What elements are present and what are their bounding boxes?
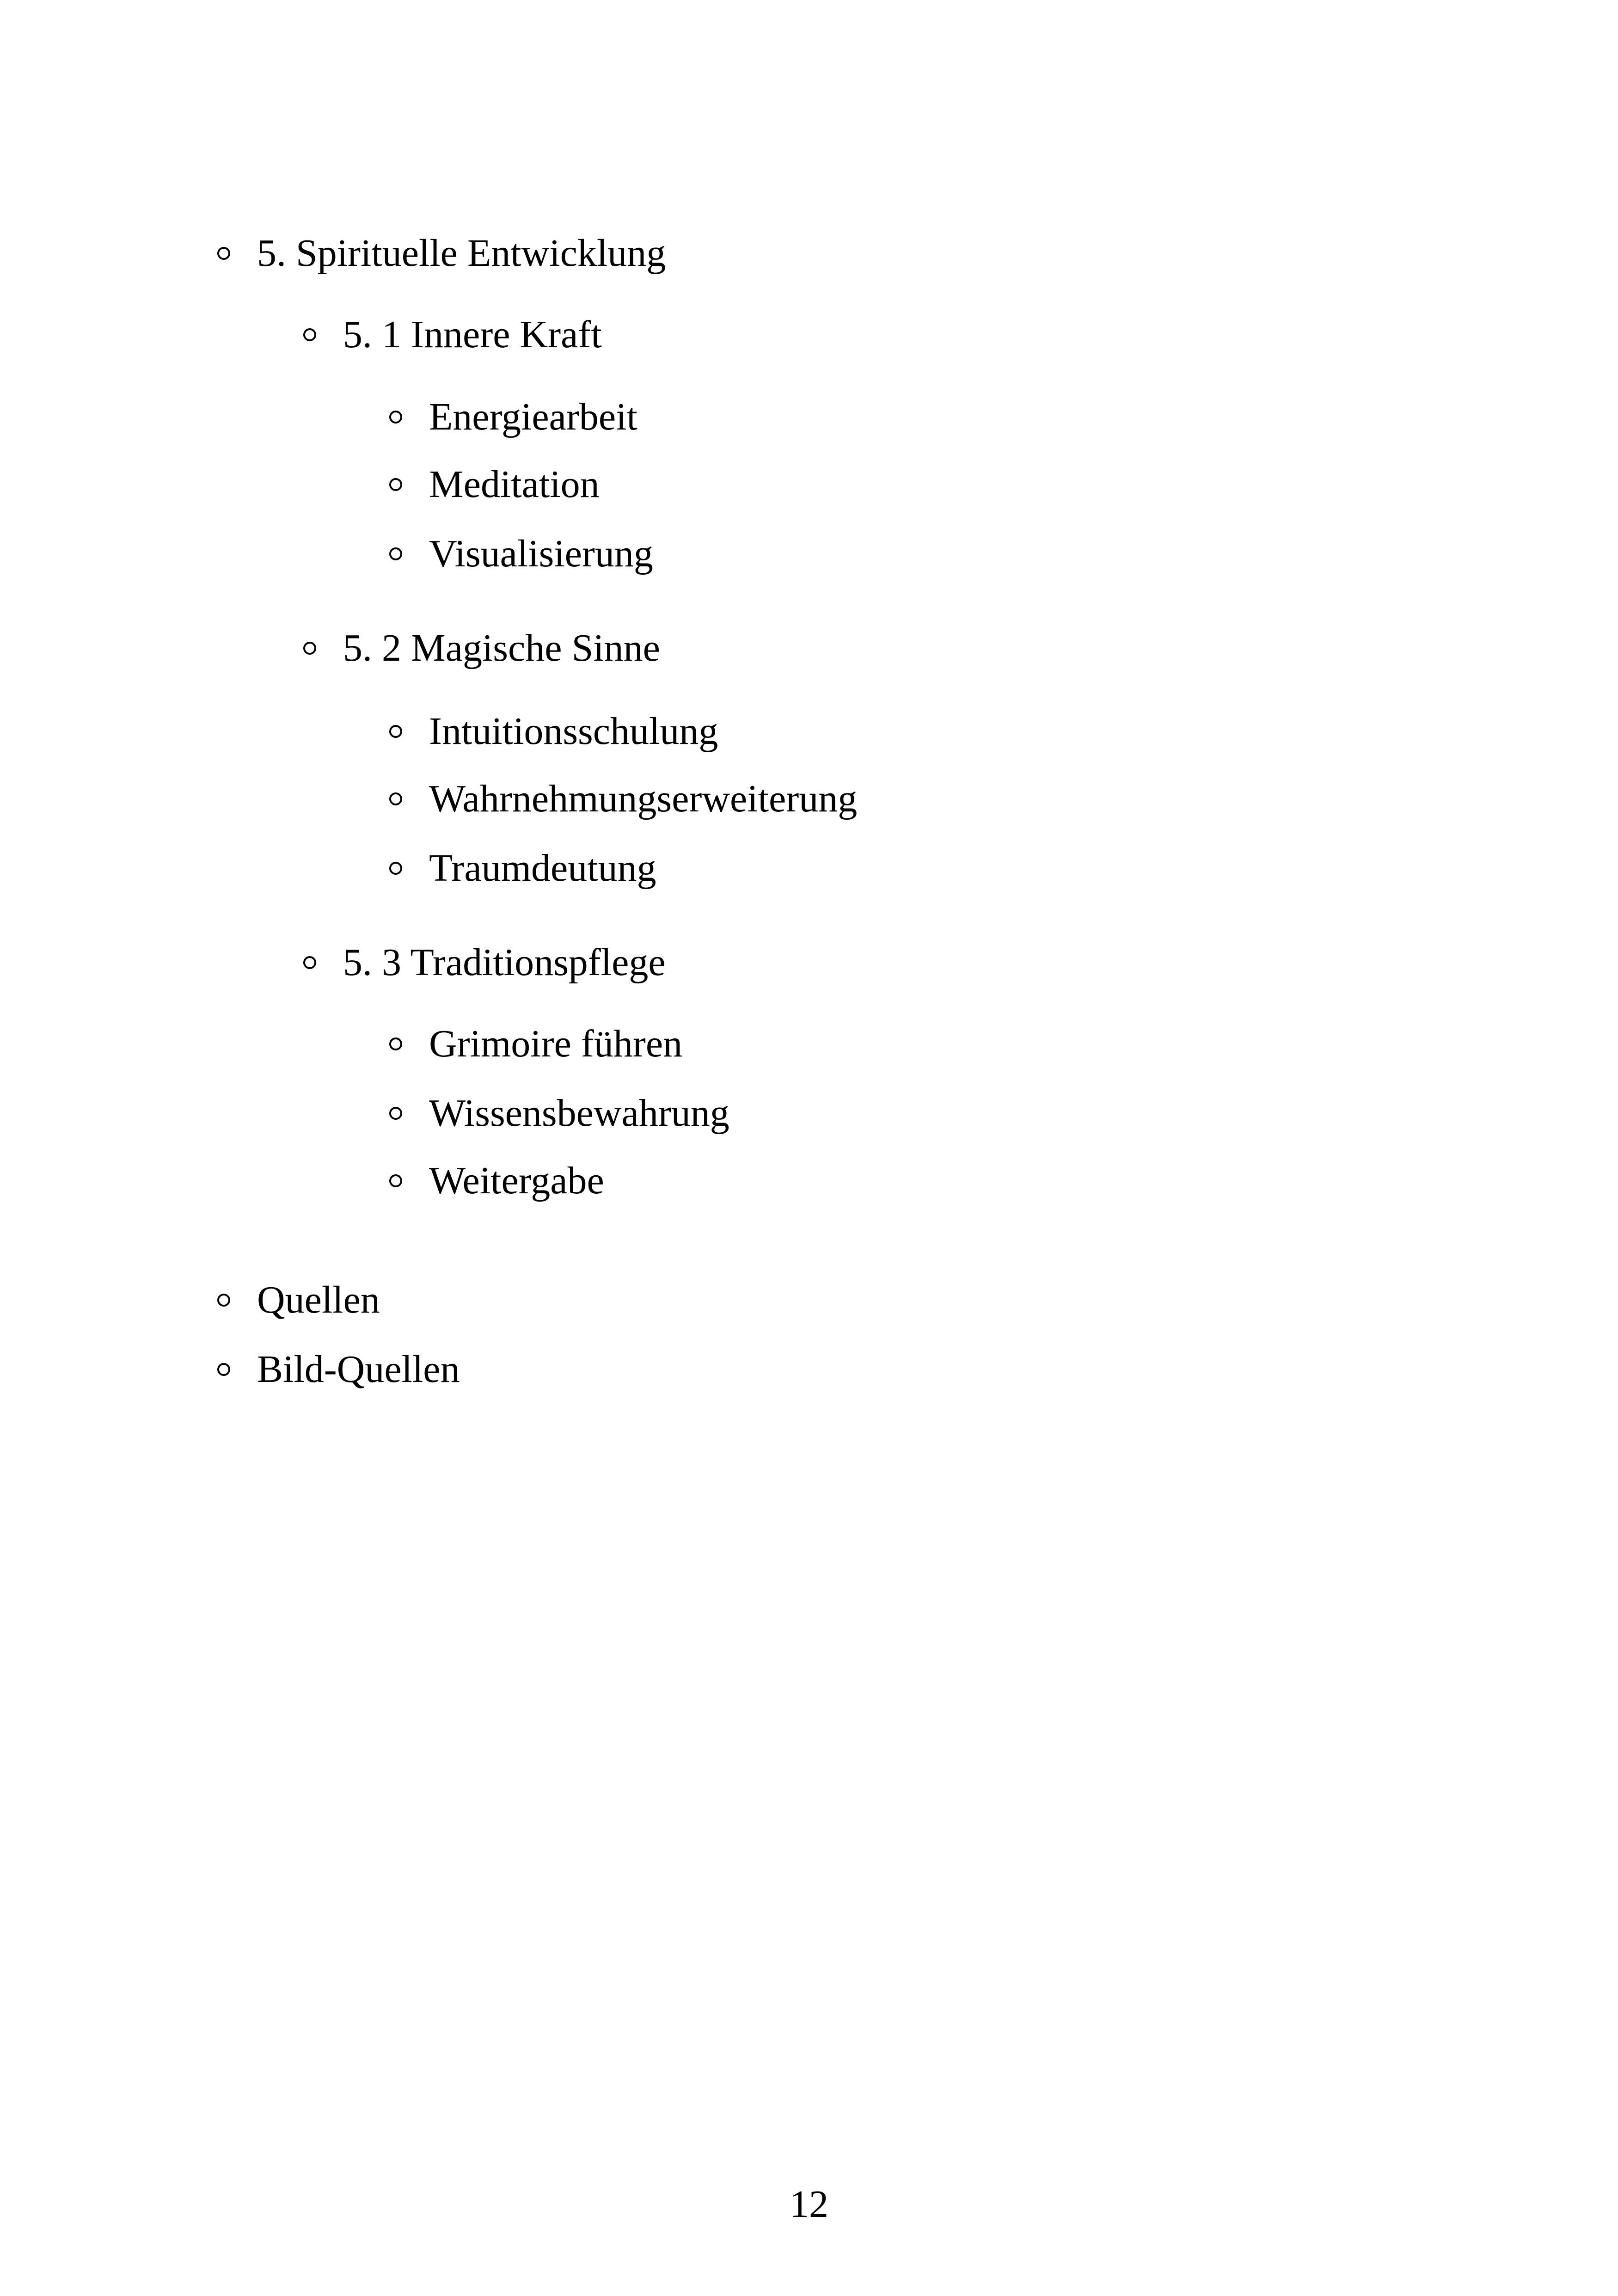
toc-entry-energiearbeit[interactable] [389, 389, 637, 445]
circle-bullet-icon [389, 1037, 402, 1050]
circle-bullet-icon [389, 478, 402, 491]
toc-entry-weitergabe[interactable] [389, 1153, 604, 1209]
circle-bullet-icon [389, 547, 402, 560]
toc-entry-label: Quellen [257, 1278, 380, 1321]
toc-entry-section-5-2[interactable] [303, 620, 660, 676]
circle-bullet-icon [303, 956, 316, 969]
toc-entry-meditation[interactable] [389, 457, 600, 512]
toc-entry-wissensbewahrung[interactable] [389, 1086, 729, 1141]
toc-entry-intuitionsschulung[interactable] [389, 704, 718, 759]
circle-bullet-icon [303, 642, 316, 655]
toc-entry-section-5[interactable] [217, 226, 666, 281]
circle-bullet-icon [389, 725, 402, 738]
circle-bullet-icon [303, 328, 316, 341]
toc-entry-label: Wissensbewahrung [429, 1092, 729, 1135]
toc-entry-label: Meditation [429, 463, 600, 506]
toc-entry-label: Energiearbeit [429, 395, 637, 438]
toc-entry-label: Intuitionsschulung [429, 710, 718, 753]
toc-entry-label: Wahrnehmungserweiterung [429, 777, 858, 820]
toc-entry-quellen[interactable] [217, 1272, 380, 1328]
toc-entry-section-5-3[interactable] [303, 935, 666, 990]
circle-bullet-icon [389, 792, 402, 805]
toc-entry-wahrnehmungserweiterung[interactable] [389, 771, 857, 827]
circle-bullet-icon [389, 1174, 402, 1187]
circle-bullet-icon [389, 411, 402, 424]
circle-bullet-icon [389, 862, 402, 875]
toc-entry-visualisierung[interactable] [389, 526, 653, 582]
toc-entry-label: Visualisierung [429, 532, 653, 575]
toc-entry-label: Bild-Quellen [257, 1348, 460, 1391]
toc-entry-traumdeutung[interactable] [389, 841, 656, 896]
toc-entry-grimoire-fuehren[interactable] [389, 1016, 682, 1072]
toc-entry-label: Traumdeutung [429, 847, 656, 890]
toc-entry-section-5-1[interactable] [303, 307, 602, 362]
circle-bullet-icon [389, 1107, 402, 1120]
toc-entry-label: Weitergabe [429, 1159, 604, 1202]
toc-entry-label: 5. Spirituelle Entwicklung [257, 232, 666, 275]
circle-bullet-icon [217, 1363, 230, 1376]
toc-entry-label: Grimoire führen [429, 1022, 683, 1065]
toc-entry-label: 5. 2 Magische Sinne [343, 626, 660, 669]
toc-entry-label: 5. 3 Traditionspflege [343, 941, 666, 984]
toc-entry-label: 5. 1 Innere Kraft [343, 313, 602, 356]
circle-bullet-icon [217, 1294, 230, 1307]
toc-entry-bild-quellen[interactable] [217, 1342, 460, 1397]
circle-bullet-icon [217, 247, 230, 260]
page-number: 12 [790, 2183, 828, 2226]
